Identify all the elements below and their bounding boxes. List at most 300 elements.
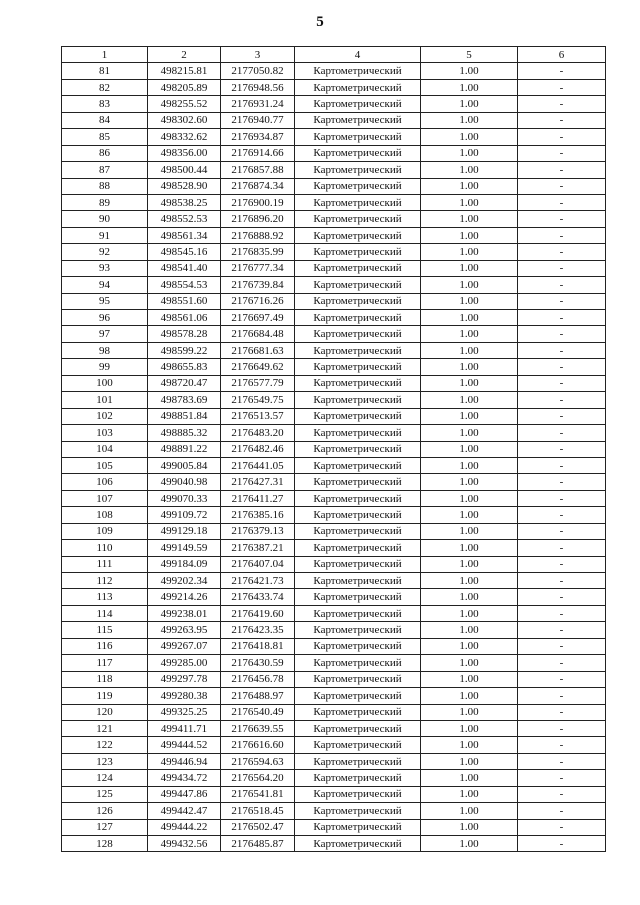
accuracy-cell: 1.00 <box>421 96 518 112</box>
point-number-cell: 120 <box>62 704 148 720</box>
method-cell: Картометрический <box>295 803 421 819</box>
accuracy-cell: 1.00 <box>421 425 518 441</box>
table-row <box>62 194 606 210</box>
point-number-cell: 87 <box>62 162 148 178</box>
point-number-cell: 96 <box>62 310 148 326</box>
table-row <box>62 836 606 852</box>
table-row <box>62 342 606 358</box>
description-cell: - <box>518 803 606 819</box>
point-number-cell: 102 <box>62 408 148 424</box>
description-cell: - <box>518 836 606 852</box>
x-coordinate-cell: 498655.83 <box>148 359 221 375</box>
header-cell-5: 5 <box>421 47 518 63</box>
accuracy-cell: 1.00 <box>421 129 518 145</box>
point-number-cell: 94 <box>62 277 148 293</box>
description-cell: - <box>518 162 606 178</box>
description-cell: - <box>518 605 606 621</box>
table-row <box>62 96 606 112</box>
y-coordinate-cell: 2176777.34 <box>221 260 295 276</box>
description-cell: - <box>518 770 606 786</box>
accuracy-cell: 1.00 <box>421 507 518 523</box>
method-cell: Картометрический <box>295 227 421 243</box>
table-row <box>62 408 606 424</box>
x-coordinate-cell: 499432.56 <box>148 836 221 852</box>
description-cell: - <box>518 112 606 128</box>
method-cell: Картометрический <box>295 375 421 391</box>
method-cell: Картометрический <box>295 540 421 556</box>
y-coordinate-cell: 2176441.05 <box>221 457 295 473</box>
accuracy-cell: 1.00 <box>421 803 518 819</box>
point-number-cell: 86 <box>62 145 148 161</box>
x-coordinate-cell: 498302.60 <box>148 112 221 128</box>
x-coordinate-cell: 499263.95 <box>148 622 221 638</box>
description-cell: - <box>518 63 606 79</box>
table-row <box>62 523 606 539</box>
x-coordinate-cell: 499109.72 <box>148 507 221 523</box>
point-number-cell: 81 <box>62 63 148 79</box>
x-coordinate-cell: 498528.90 <box>148 178 221 194</box>
table-row <box>62 556 606 572</box>
x-coordinate-cell: 498885.32 <box>148 425 221 441</box>
accuracy-cell: 1.00 <box>421 293 518 309</box>
method-cell: Картометрический <box>295 704 421 720</box>
y-coordinate-cell: 2176433.74 <box>221 589 295 605</box>
y-coordinate-cell: 2176482.46 <box>221 441 295 457</box>
x-coordinate-cell: 499444.22 <box>148 819 221 835</box>
point-number-cell: 92 <box>62 244 148 260</box>
y-coordinate-cell: 2176835.99 <box>221 244 295 260</box>
description-cell: - <box>518 753 606 769</box>
y-coordinate-cell: 2176577.79 <box>221 375 295 391</box>
accuracy-cell: 1.00 <box>421 178 518 194</box>
method-cell: Картометрический <box>295 474 421 490</box>
accuracy-cell: 1.00 <box>421 753 518 769</box>
point-number-cell: 89 <box>62 194 148 210</box>
method-cell: Картометрический <box>295 359 421 375</box>
header-row <box>62 47 606 63</box>
y-coordinate-cell: 2176407.04 <box>221 556 295 572</box>
point-number-cell: 113 <box>62 589 148 605</box>
y-coordinate-cell: 2176857.88 <box>221 162 295 178</box>
method-cell: Картометрический <box>295 277 421 293</box>
accuracy-cell: 1.00 <box>421 79 518 95</box>
description-cell: - <box>518 408 606 424</box>
accuracy-cell: 1.00 <box>421 474 518 490</box>
accuracy-cell: 1.00 <box>421 310 518 326</box>
table-row <box>62 688 606 704</box>
table-row <box>62 770 606 786</box>
x-coordinate-cell: 499446.94 <box>148 753 221 769</box>
x-coordinate-cell: 498538.25 <box>148 194 221 210</box>
y-coordinate-cell: 2176423.35 <box>221 622 295 638</box>
y-coordinate-cell: 2176900.19 <box>221 194 295 210</box>
point-number-cell: 112 <box>62 573 148 589</box>
y-coordinate-cell: 2176934.87 <box>221 129 295 145</box>
x-coordinate-cell: 498255.52 <box>148 96 221 112</box>
x-coordinate-cell: 498561.06 <box>148 310 221 326</box>
table-row <box>62 720 606 736</box>
description-cell: - <box>518 96 606 112</box>
method-cell: Картометрический <box>295 457 421 473</box>
y-coordinate-cell: 2176549.75 <box>221 392 295 408</box>
x-coordinate-cell: 499129.18 <box>148 523 221 539</box>
x-coordinate-cell: 498500.44 <box>148 162 221 178</box>
table-row <box>62 490 606 506</box>
table-row <box>62 622 606 638</box>
description-cell: - <box>518 457 606 473</box>
table-row <box>62 310 606 326</box>
table-row <box>62 786 606 802</box>
description-cell: - <box>518 375 606 391</box>
accuracy-cell: 1.00 <box>421 605 518 621</box>
method-cell: Картометрический <box>295 556 421 572</box>
description-cell: - <box>518 523 606 539</box>
point-number-cell: 90 <box>62 211 148 227</box>
description-cell: - <box>518 145 606 161</box>
accuracy-cell: 1.00 <box>421 408 518 424</box>
point-number-cell: 97 <box>62 326 148 342</box>
x-coordinate-cell: 498891.22 <box>148 441 221 457</box>
accuracy-cell: 1.00 <box>421 786 518 802</box>
point-number-cell: 91 <box>62 227 148 243</box>
x-coordinate-cell: 498561.34 <box>148 227 221 243</box>
table-row <box>62 63 606 79</box>
point-number-cell: 110 <box>62 540 148 556</box>
accuracy-cell: 1.00 <box>421 638 518 654</box>
x-coordinate-cell: 499442.47 <box>148 803 221 819</box>
y-coordinate-cell: 2176684.48 <box>221 326 295 342</box>
x-coordinate-cell: 499280.38 <box>148 688 221 704</box>
y-coordinate-cell: 2176681.63 <box>221 342 295 358</box>
table-row <box>62 145 606 161</box>
x-coordinate-cell: 499325.25 <box>148 704 221 720</box>
description-cell: - <box>518 490 606 506</box>
point-number-cell: 126 <box>62 803 148 819</box>
point-number-cell: 108 <box>62 507 148 523</box>
description-cell: - <box>518 211 606 227</box>
description-cell: - <box>518 819 606 835</box>
point-number-cell: 84 <box>62 112 148 128</box>
method-cell: Картометрический <box>295 507 421 523</box>
x-coordinate-cell: 498356.00 <box>148 145 221 161</box>
x-coordinate-cell: 498205.89 <box>148 79 221 95</box>
accuracy-cell: 1.00 <box>421 540 518 556</box>
header-cell-6: 6 <box>518 47 606 63</box>
table-row <box>62 244 606 260</box>
y-coordinate-cell: 2176502.47 <box>221 819 295 835</box>
accuracy-cell: 1.00 <box>421 375 518 391</box>
accuracy-cell: 1.00 <box>421 194 518 210</box>
point-number-cell: 116 <box>62 638 148 654</box>
accuracy-cell: 1.00 <box>421 145 518 161</box>
point-number-cell: 122 <box>62 737 148 753</box>
method-cell: Картометрический <box>295 326 421 342</box>
table-row <box>62 178 606 194</box>
accuracy-cell: 1.00 <box>421 737 518 753</box>
point-number-cell: 117 <box>62 655 148 671</box>
table-row <box>62 457 606 473</box>
y-coordinate-cell: 2176697.49 <box>221 310 295 326</box>
description-cell: - <box>518 540 606 556</box>
method-cell: Картометрический <box>295 112 421 128</box>
method-cell: Картометрический <box>295 96 421 112</box>
accuracy-cell: 1.00 <box>421 688 518 704</box>
x-coordinate-cell: 498599.22 <box>148 342 221 358</box>
method-cell: Картометрический <box>295 408 421 424</box>
table-row <box>62 737 606 753</box>
method-cell: Картометрический <box>295 79 421 95</box>
method-cell: Картометрический <box>295 786 421 802</box>
y-coordinate-cell: 2176379.13 <box>221 523 295 539</box>
method-cell: Картометрический <box>295 753 421 769</box>
x-coordinate-cell: 498554.53 <box>148 277 221 293</box>
x-coordinate-cell: 498851.84 <box>148 408 221 424</box>
table-row <box>62 441 606 457</box>
x-coordinate-cell: 499411.71 <box>148 720 221 736</box>
method-cell: Картометрический <box>295 688 421 704</box>
accuracy-cell: 1.00 <box>421 655 518 671</box>
description-cell: - <box>518 786 606 802</box>
method-cell: Картометрический <box>295 589 421 605</box>
accuracy-cell: 1.00 <box>421 227 518 243</box>
method-cell: Картометрический <box>295 655 421 671</box>
accuracy-cell: 1.00 <box>421 244 518 260</box>
x-coordinate-cell: 498552.53 <box>148 211 221 227</box>
y-coordinate-cell: 2176419.60 <box>221 605 295 621</box>
method-cell: Картометрический <box>295 178 421 194</box>
point-number-cell: 93 <box>62 260 148 276</box>
point-number-cell: 100 <box>62 375 148 391</box>
method-cell: Картометрический <box>295 490 421 506</box>
table-row <box>62 540 606 556</box>
table-row <box>62 638 606 654</box>
x-coordinate-cell: 499040.98 <box>148 474 221 490</box>
description-cell: - <box>518 79 606 95</box>
y-coordinate-cell: 2176616.60 <box>221 737 295 753</box>
description-cell: - <box>518 441 606 457</box>
description-cell: - <box>518 688 606 704</box>
description-cell: - <box>518 293 606 309</box>
point-number-cell: 88 <box>62 178 148 194</box>
point-number-cell: 119 <box>62 688 148 704</box>
accuracy-cell: 1.00 <box>421 573 518 589</box>
y-coordinate-cell: 2176931.24 <box>221 96 295 112</box>
y-coordinate-cell: 2176716.26 <box>221 293 295 309</box>
header-cell-3: 3 <box>221 47 295 63</box>
table-row <box>62 507 606 523</box>
point-number-cell: 82 <box>62 79 148 95</box>
accuracy-cell: 1.00 <box>421 622 518 638</box>
method-cell: Картометрический <box>295 737 421 753</box>
description-cell: - <box>518 178 606 194</box>
point-number-cell: 127 <box>62 819 148 835</box>
point-number-cell: 118 <box>62 671 148 687</box>
method-cell: Картометрический <box>295 671 421 687</box>
description-cell: - <box>518 671 606 687</box>
point-number-cell: 124 <box>62 770 148 786</box>
method-cell: Картометрический <box>295 310 421 326</box>
x-coordinate-cell: 499214.26 <box>148 589 221 605</box>
accuracy-cell: 1.00 <box>421 720 518 736</box>
accuracy-cell: 1.00 <box>421 359 518 375</box>
description-cell: - <box>518 425 606 441</box>
table-row <box>62 655 606 671</box>
y-coordinate-cell: 2176387.21 <box>221 540 295 556</box>
table-row <box>62 704 606 720</box>
y-coordinate-cell: 2176948.56 <box>221 79 295 95</box>
method-cell: Картометрический <box>295 638 421 654</box>
x-coordinate-cell: 498578.28 <box>148 326 221 342</box>
x-coordinate-cell: 499444.52 <box>148 737 221 753</box>
point-number-cell: 101 <box>62 392 148 408</box>
point-number-cell: 103 <box>62 425 148 441</box>
y-coordinate-cell: 2176896.20 <box>221 211 295 227</box>
table-header <box>62 47 606 63</box>
point-number-cell: 99 <box>62 359 148 375</box>
description-cell: - <box>518 326 606 342</box>
table-row <box>62 671 606 687</box>
table-row <box>62 425 606 441</box>
table-row <box>62 227 606 243</box>
accuracy-cell: 1.00 <box>421 392 518 408</box>
x-coordinate-cell: 499149.59 <box>148 540 221 556</box>
table-row <box>62 112 606 128</box>
point-number-cell: 123 <box>62 753 148 769</box>
point-number-cell: 111 <box>62 556 148 572</box>
y-coordinate-cell: 2176739.84 <box>221 277 295 293</box>
accuracy-cell: 1.00 <box>421 326 518 342</box>
point-number-cell: 121 <box>62 720 148 736</box>
y-coordinate-cell: 2176914.66 <box>221 145 295 161</box>
accuracy-cell: 1.00 <box>421 671 518 687</box>
y-coordinate-cell: 2176385.16 <box>221 507 295 523</box>
x-coordinate-cell: 499238.01 <box>148 605 221 621</box>
description-cell: - <box>518 556 606 572</box>
description-cell: - <box>518 589 606 605</box>
method-cell: Картометрический <box>295 523 421 539</box>
point-number-cell: 115 <box>62 622 148 638</box>
description-cell: - <box>518 392 606 408</box>
table-row <box>62 260 606 276</box>
method-cell: Картометрический <box>295 425 421 441</box>
y-coordinate-cell: 2176411.27 <box>221 490 295 506</box>
description-cell: - <box>518 260 606 276</box>
description-cell: - <box>518 129 606 145</box>
header-cell-1: 1 <box>62 47 148 63</box>
description-cell: - <box>518 704 606 720</box>
table-row <box>62 605 606 621</box>
accuracy-cell: 1.00 <box>421 836 518 852</box>
y-coordinate-cell: 2176421.73 <box>221 573 295 589</box>
y-coordinate-cell: 2176639.55 <box>221 720 295 736</box>
accuracy-cell: 1.00 <box>421 277 518 293</box>
accuracy-cell: 1.00 <box>421 211 518 227</box>
x-coordinate-cell: 499297.78 <box>148 671 221 687</box>
table-row <box>62 803 606 819</box>
y-coordinate-cell: 2176564.20 <box>221 770 295 786</box>
point-number-cell: 125 <box>62 786 148 802</box>
accuracy-cell: 1.00 <box>421 770 518 786</box>
x-coordinate-cell: 498332.62 <box>148 129 221 145</box>
y-coordinate-cell: 2176518.45 <box>221 803 295 819</box>
y-coordinate-cell: 2176649.62 <box>221 359 295 375</box>
accuracy-cell: 1.00 <box>421 589 518 605</box>
point-number-cell: 128 <box>62 836 148 852</box>
coordinates-table <box>61 46 606 852</box>
point-number-cell: 98 <box>62 342 148 358</box>
y-coordinate-cell: 2176888.92 <box>221 227 295 243</box>
accuracy-cell: 1.00 <box>421 112 518 128</box>
y-coordinate-cell: 2177050.82 <box>221 63 295 79</box>
description-cell: - <box>518 227 606 243</box>
point-number-cell: 105 <box>62 457 148 473</box>
table-row <box>62 392 606 408</box>
y-coordinate-cell: 2176430.59 <box>221 655 295 671</box>
description-cell: - <box>518 310 606 326</box>
method-cell: Картометрический <box>295 211 421 227</box>
table-row <box>62 79 606 95</box>
table-row <box>62 162 606 178</box>
method-cell: Картометрический <box>295 770 421 786</box>
method-cell: Картометрический <box>295 720 421 736</box>
point-number-cell: 106 <box>62 474 148 490</box>
x-coordinate-cell: 499267.07 <box>148 638 221 654</box>
point-number-cell: 107 <box>62 490 148 506</box>
table-row <box>62 753 606 769</box>
description-cell: - <box>518 194 606 210</box>
table-row <box>62 293 606 309</box>
header-cell-2: 2 <box>148 47 221 63</box>
description-cell: - <box>518 507 606 523</box>
accuracy-cell: 1.00 <box>421 490 518 506</box>
x-coordinate-cell: 499202.34 <box>148 573 221 589</box>
description-cell: - <box>518 720 606 736</box>
accuracy-cell: 1.00 <box>421 162 518 178</box>
description-cell: - <box>518 359 606 375</box>
description-cell: - <box>518 342 606 358</box>
x-coordinate-cell: 498551.60 <box>148 293 221 309</box>
description-cell: - <box>518 638 606 654</box>
method-cell: Картометрический <box>295 605 421 621</box>
y-coordinate-cell: 2176541.81 <box>221 786 295 802</box>
method-cell: Картометрический <box>295 392 421 408</box>
method-cell: Картометрический <box>295 194 421 210</box>
method-cell: Картометрический <box>295 244 421 260</box>
description-cell: - <box>518 277 606 293</box>
x-coordinate-cell: 499005.84 <box>148 457 221 473</box>
description-cell: - <box>518 573 606 589</box>
table-row <box>62 819 606 835</box>
table-row <box>62 589 606 605</box>
description-cell: - <box>518 244 606 260</box>
table-row <box>62 375 606 391</box>
x-coordinate-cell: 498783.69 <box>148 392 221 408</box>
method-cell: Картометрический <box>295 162 421 178</box>
point-number-cell: 95 <box>62 293 148 309</box>
x-coordinate-cell: 499434.72 <box>148 770 221 786</box>
header-cell-4: 4 <box>295 47 421 63</box>
point-number-cell: 85 <box>62 129 148 145</box>
accuracy-cell: 1.00 <box>421 819 518 835</box>
x-coordinate-cell: 499184.09 <box>148 556 221 572</box>
method-cell: Картометрический <box>295 342 421 358</box>
table-row <box>62 277 606 293</box>
table-row <box>62 326 606 342</box>
y-coordinate-cell: 2176456.78 <box>221 671 295 687</box>
x-coordinate-cell: 498541.40 <box>148 260 221 276</box>
y-coordinate-cell: 2176594.63 <box>221 753 295 769</box>
x-coordinate-cell: 498545.16 <box>148 244 221 260</box>
